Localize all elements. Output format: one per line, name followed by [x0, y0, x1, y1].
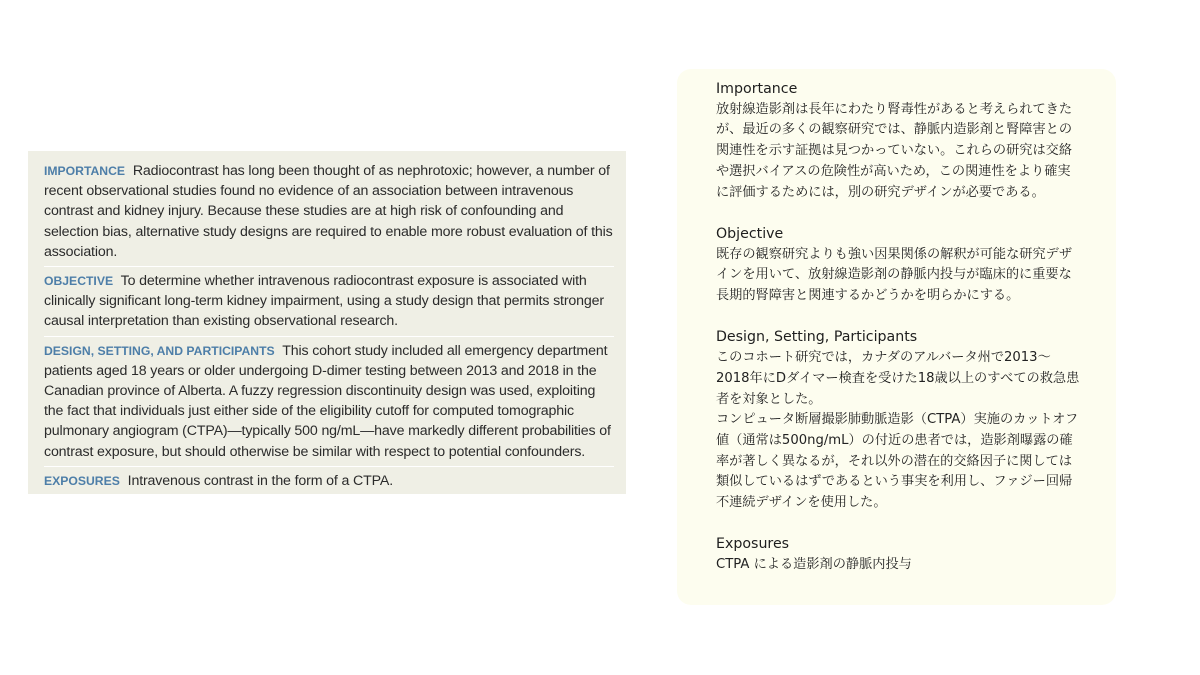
section-label: OBJECTIVE — [44, 274, 114, 289]
abstract-section-objective — [44, 266, 614, 336]
section-paragraph: 既存の観察研究よりも強い因果関係の解釈が可能な研究デザインを用いて、放射線造影剤の静脈内投与が臨床的に重要な長期的腎障害と関連するかどうかを明らかにする。 — [716, 246, 1073, 304]
section-heading: Importance — [716, 81, 798, 97]
translation-section-exposures — [716, 534, 1082, 575]
translation-section-importance — [716, 79, 1082, 203]
section-text: To determine whether intravenous radiocontrast exposure is associated with clinically significant long-term kidney impairment, using a study design that permits stronger causal interpretation than existing observational research. — [44, 273, 604, 330]
section-label: IMPORTANCE — [44, 164, 126, 178]
section-paragraph: CTPA による造影剤の静脈内投与 — [716, 557, 912, 573]
section-heading: Objective — [716, 225, 784, 242]
translation-section-design — [716, 327, 1082, 513]
section-text: This cohort study included all emergency department patients aged 18 years or older undergoing D-dimer testing between 2013 and 2018 in the Canadian province of Alberta. A fuzzy regression discontinuity design was used, exploiting the fact that individuals just either side of the eligibility cutoff for computed tomographic pulmonary angiogram (CTPA)—typically 500 ng/mL—have markedly different probabilities of contrast exposure, but should otherwise be similar with respect to potential confounders. — [44, 342, 611, 460]
section-paragraph: 放射線造影剤は長年にわたり腎毒性があると考えられてきたが、最近の多くの観察研究では、静脈内造影剤と腎障害との関連性を示す証拠は見つかっていない。これらの研究は交絡や選択バイアスの危険性が高いため，この関連性をより確実に評価するためには，別の研究デザインが必要である。 — [716, 101, 1073, 200]
section-text: Radiocontrast has long been thought of as nephrotoxic; however, a number of recent observational studies found no evidence of an association between intravenous contrast and kidney injury. Because these studies are at high risk of confounding and selection bias, alternative study designs are required to enable more robust evaluation of this association. — [44, 163, 613, 260]
section-paragraph: コンピュータ断層撮影肺動脈造影（CTPA）実施のカットオフ値（通常は500ng/mL）の付近の患者では，造影剤曝露の確率が著しく異なるが，それ以外の潜在的交絡因子に関しては類似しているはずであるという事実を利用し、ファジー回帰不連続デザインを使用した。 — [716, 412, 1079, 511]
section-label: EXPOSURES — [44, 473, 120, 488]
japanese-translation — [677, 69, 1116, 605]
translation-section-objective — [716, 224, 1082, 307]
english-abstract — [28, 151, 626, 494]
abstract-section-importance — [44, 159, 614, 266]
section-label: DESIGN, SETTING, AND PARTICIPANTS — [44, 343, 275, 358]
abstract-section-exposures — [44, 466, 614, 495]
section-heading: Exposures — [716, 536, 790, 553]
section-paragraph: このコホート研究では，カナダのアルバータ州で2013〜2018年にDダイマー検査を受けた18歳以上のすべての救急患者を対象とした。 — [716, 350, 1080, 407]
section-text: Intravenous contrast in the form of a CTPA. — [127, 472, 393, 489]
section-heading: Design, Setting, Participants — [716, 329, 918, 346]
abstract-section-design — [44, 336, 614, 466]
